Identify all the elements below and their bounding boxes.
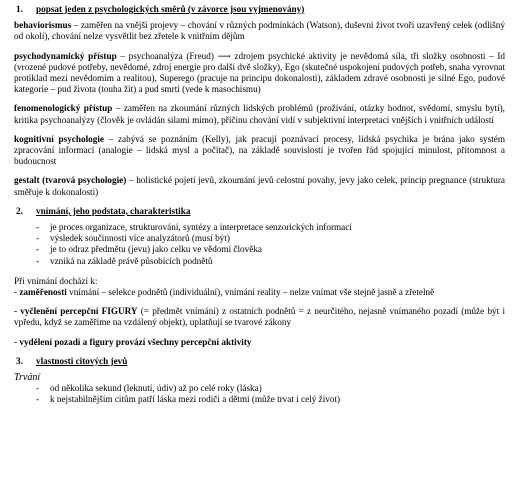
term: psychodynamický přístup [14,50,117,61]
term: kognitivní psychologie [14,133,104,144]
section-number: 2. [16,205,23,216]
list-item: - vzniká na základě právě působících podnětů [36,256,505,267]
section-title: popsat jeden z psychologických směrů (v závorce jsou vyjmenovány) [36,4,305,14]
term: fenomenologický přístup [14,103,113,114]
paragraph-behaviorism [14,20,505,42]
term: - vyčlenění percepční FIGURY [14,306,138,317]
paragraph-phenomenological [14,103,505,125]
duration-bullet-list [14,383,505,405]
subheading-duration: Trvání [14,372,41,384]
paragraph-psychodynamic [14,51,505,96]
definition: – zaměřen na zkoumání různých lidských problémů (prožívání, otázky hodnot, svědomí, smyslu bytí), kritika psychoanalýzy (člověk je ovládán silami mimo), příčinu chování vidí v subjektivní interpretaci vnějších i vnitřních událostí [14,103,505,125]
definition: – zabývá se poznáním (Kelly), jak pracují poznávací procesy, lidská psychika je brána jako systém zpracování informací (analogie – lidská mysl a počítač), na základě souvislostí je tvořen řád spojující minulost, přítomnost a budoucnost [14,133,505,167]
perception-bullet-list [14,222,505,267]
definition: – holistické pojetí jevů, zkoumání jevů celostní povahy, jevy jako celek, princip pregnance (struktura směřuje k dokonalosti) [14,175,505,197]
list-item: - k nejstabilnějším citům patří láska mezi rodiči a dětmi (může trvat i celý život) [36,394,505,405]
section-number: 3. [16,355,23,366]
section-3-heading [14,356,505,367]
section-1-heading [14,4,505,15]
list-item: - od několika sekund (leknutí, údiv) až po celé roky (láska) [36,383,505,394]
paragraph-cognitive [14,134,505,168]
definition: (= předmět vnímání) z ostatních podnětů = z neurčitého, nejasně vnímaného pozadí (může být i vpředu, když se zaměříme na vzdálený objekt), uplatňují se tvarové zákony [14,306,505,328]
list-item: - je proces organizace, strukturování, syntézy a interpretace senzorických informací [36,222,505,233]
paragraph-gestalt [14,175,505,197]
perception-figure-line [14,306,505,328]
term: behaviorismus [14,20,72,31]
perception-focus-line [14,287,505,298]
list-item: - výsledek součinnosti více analyzátorů (musí být) [36,233,505,244]
term: - zaměřenosti [14,287,67,298]
section-number: 1. [16,4,23,14]
perception-background-line: - vydělení pozadí a figury provází všechny percepční aktivity [14,336,252,347]
section-title: vnímání, jeho podstata, charakteristika [36,205,191,216]
definition: vnímání – selekce podnětů (individuální), vnímání reality – nelze vnímat vše stejně jasně a zřetelně [66,287,435,298]
definition: – psychoanalýza (Freud) ⟶ zdrojem psychické aktivity je nevědomá síla, tři složky osobnosti – Id (vrozené pudové potřeby, nevědomé, zdroj energie pro další dvě složky), Ego (skutečné uspokojení pudových potřeb, snaha vyrovnat protiklad mezi nevědomím a realitou), Superego (pracuje na principu dokonalosti), základem zdravé osobnosti je silné Ego, pudové kategorie – pud života (touha žít) a pud smrti (vede k masochismu) [14,50,505,95]
section-title: vlastnosti citových jevů [36,355,128,366]
perception-intro: Při vnímání dochází k: [14,275,98,286]
term: gestalt (tvarová psychologie) [14,175,127,186]
section-2-heading [14,206,505,217]
list-item: - je to odraz předmětu (jevu) jako celku ve vědomí člověka [36,244,505,255]
definition: – zaměřen na vnější projevy – chování v různých podmínkách (Watson), duševní život tvoří uzavřený celek (odlišný od okolí), chování nelze vysvětlit bez zřetele k vnitřním dějům [14,20,505,42]
